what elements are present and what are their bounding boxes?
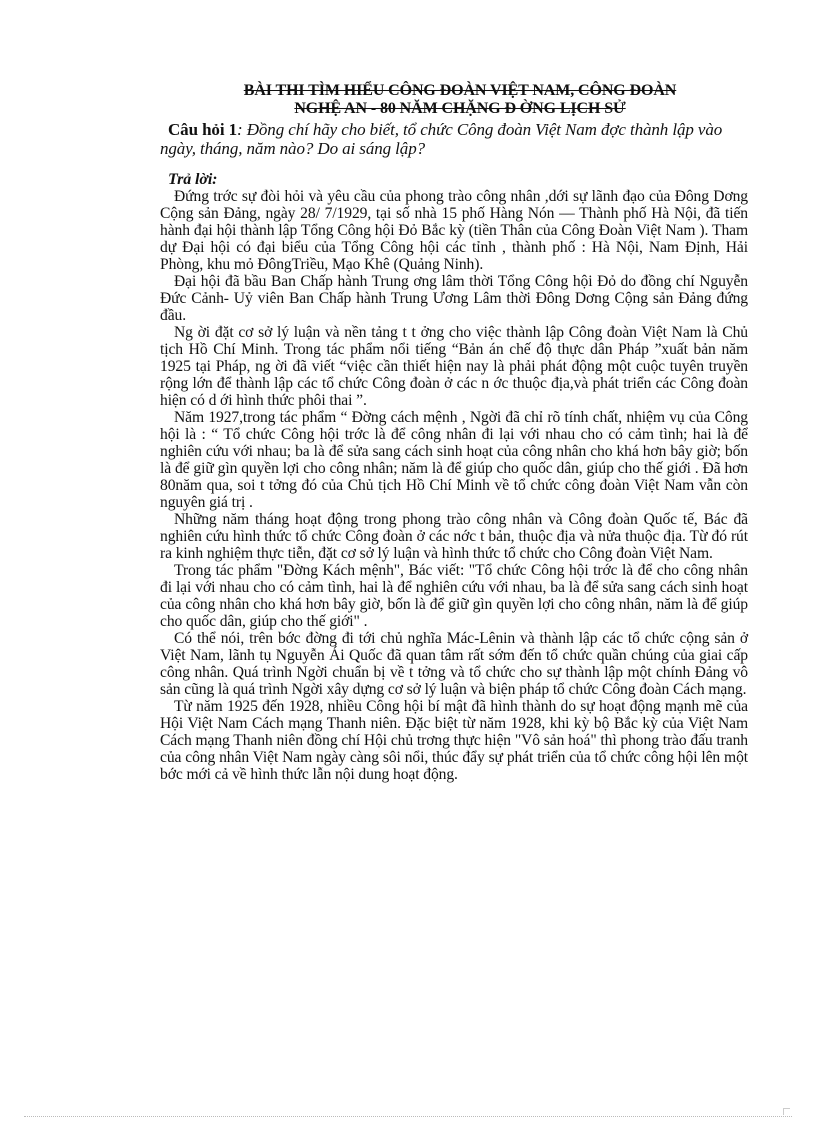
title-line-2: NGHỆ AN - 80 NĂM CHẶNG Đ ỜNG LỊCH SỬ	[294, 100, 626, 117]
document-title	[172, 82, 748, 118]
paragraph: Đứng trớc sự đòi hỏi và yêu cầu của phong trào công nhân ,dới sự lãnh đạo của Đông Dơng Cộng sản Đảng, ngày 28/ 7/1929, tại số nhà 15 phố Hàng Nón — Thành phố Hà Nội, đã tiến hành đại hội thành lập Tổng Công hội Đỏ Bắc kỳ (tiền Thân của Công Đoàn Việt Nam ). Tham dự Đại hội có đại biểu của Tổng Công hội các tỉnh , thành phố : Hà Nội, Nam Định, Hải Phòng, khu mỏ ĐôngTriều, Mạo Khê (Quảng Ninh).	[160, 188, 748, 273]
question-label: Câu hỏi 1	[168, 120, 238, 139]
paragraph: Ng ời đặt cơ sở lý luận và nền tảng t t ởng cho việc thành lập Công đoàn Việt Nam là Chủ tịch Hồ Chí Minh. Trong tác phẩm nổi tiếng “Bản án chế độ thực dân Pháp ”xuất bản năm 1925 tại Pháp, ng ời đã viết “việc cần thiết hiện nay là phải phát động một cuộc tuyên truyền rộng lớn để thành lập các tổ chức Công đoàn ở các n ớc thuộc địa,và phát triển các Công đoàn hiện có d ới hình thức phôi thai ”.	[160, 324, 748, 409]
paragraph: Có thể nói, trên bớc đờng đi tới chủ nghĩa Mác-Lênin và thành lập các tổ chức cộng sản ở Việt Nam, lãnh tụ Nguyễn Ái Quốc đã quan tâm rất sớm đến tổ chức quần chúng của giai cấp công nhân. Quá trình Ngời chuẩn bị về t tởng và tổ chức cho sự thành lập một chính Đảng vô sản cũng là quá trình Ngời xây dựng cơ sở lý luận và biện pháp tổ chức Công đoàn Cách mạng.	[160, 630, 748, 698]
paragraph: Từ năm 1925 đến 1928, nhiều Công hội bí mật đã hình thành do sự hoạt động mạnh mẽ của Hội Việt Nam Cách mạng Thanh niên. Đặc biệt từ năm 1928, khi kỳ bộ Bắc kỳ của Việt Nam Cách mạng Thanh niên đồng chí Hội chủ trơng thực hiện "Vô sản hoá" thì phong trào đấu tranh của công nhân Việt Nam ngày càng sôi nổi, thúc đẩy sự phát triển của tổ chức công hội lên một bớc mới cả về hình thức lẫn nội dung hoạt động.	[160, 698, 748, 783]
question	[160, 120, 748, 158]
answer-label: Trả lời:	[168, 171, 218, 188]
paragraph: Trong tác phẩm "Đờng Kách mệnh", Bác viết: "Tổ chức Công hội trớc là để cho công nhân đi lại với nhau cho có cảm tình, hai là để nghiên cứu với nhau, ba là để sửa sang cách sinh hoạt của công nhân cho khá hơn bây giờ, bốn là để giữ gìn quyền lợi cho công nhân, năm là để giúp cho quốc dân, giúp cho thế giới" .	[160, 562, 748, 630]
page-bottom-divider	[24, 1116, 792, 1117]
paragraph: Đại hội đã bầu Ban Chấp hành Trung ơng lâm thời Tổng Công hội Đỏ do đồng chí Nguyễn Đức Cảnh- Uỷ viên Ban Chấp hành Trung Ương Lâm thời Đông Dơng Cộng sản Đảng đứng đầu.	[160, 273, 748, 324]
paragraph: Những năm tháng hoạt động trong phong trào công nhân và Công đoàn Quốc tế, Bác đã nghiên cứu hình thức tổ chức Công đoàn ở các nớc t bản, thuộc địa và nửa thuộc địa. Từ đó rút ra kinh nghiệm thực tiễn, đặt cơ sở lý luận và hình thức tổ chức cho Công đoàn Việt Nam.	[160, 511, 748, 562]
document-body	[160, 82, 748, 783]
title-line-1: BÀI THI TÌM HIỂU CÔNG ĐOÀN VIỆT NAM, CÔNG ĐOÀN	[243, 82, 677, 99]
question-text: : Đồng chí hãy cho biết, tổ chức Công đoàn Việt Nam đợc thành lập vào ngày, tháng, năm nào? Do ai sáng lập?	[160, 120, 723, 158]
paragraph: Năm 1927,trong tác phẩm “ Đờng cách mệnh , Ngời đã chỉ rõ tính chất, nhiệm vụ của Công hội là : “ Tổ chức Công hội trớc là để công nhân đi lại với nhau cho có cảm tình; hai là để nghiên cứu với nhau; ba là để sửa sang cách sinh hoạt của công nhân cho khá hơn bây giờ; bốn là để giữ gìn quyền lợi cho công nhân; năm là để giúp cho quốc dân, giúp cho thế giới . Đã hơn 80năm qua, soi t tởng đó của Chủ tịch Hồ Chí Minh về tổ chức công đoàn Việt Nam vẫn còn nguyên giá trị .	[160, 409, 748, 511]
page-corner-mark	[783, 1108, 790, 1115]
